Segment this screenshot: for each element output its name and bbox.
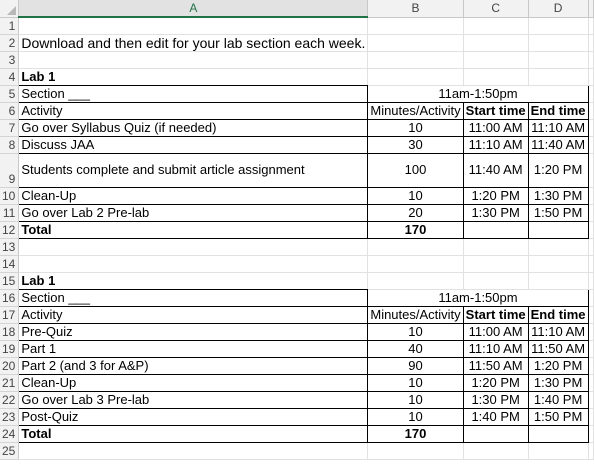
cell-b14[interactable] xyxy=(368,255,463,272)
row-header[interactable]: 18 xyxy=(0,323,19,340)
sheet-row xyxy=(0,289,593,306)
sheet-row xyxy=(0,17,593,34)
cell-d6[interactable]: End time xyxy=(528,102,588,119)
cell-a4[interactable]: Lab 1 xyxy=(19,68,368,85)
sheet-row xyxy=(0,323,593,340)
cell-e2[interactable] xyxy=(588,34,593,51)
row-header[interactable]: 12 xyxy=(0,221,19,238)
cell-d19[interactable]: 11:50 AM xyxy=(528,340,588,357)
sheet-row xyxy=(0,425,593,442)
cell-b19[interactable]: 40 xyxy=(368,340,463,357)
row-header[interactable]: 8 xyxy=(0,136,19,153)
cell-a8[interactable]: Discuss JAA xyxy=(19,136,368,153)
cell-c23[interactable]: 1:40 PM xyxy=(463,408,528,425)
cell-a12[interactable]: Total xyxy=(19,221,368,238)
cell-b7[interactable]: 10 xyxy=(368,119,463,136)
cell-e12[interactable] xyxy=(588,221,593,238)
cell-e17[interactable] xyxy=(588,306,593,323)
row-header[interactable]: 10 xyxy=(0,187,19,204)
cell-c9[interactable]: 11:40 AM xyxy=(463,153,528,187)
cell-e10[interactable] xyxy=(588,187,593,204)
cell-c24[interactable] xyxy=(463,425,528,442)
cell-b6[interactable]: Minutes/Activity xyxy=(368,102,463,119)
cell-d7[interactable]: 11:10 AM xyxy=(528,119,588,136)
cell-a2[interactable]: Download and then edit for your lab section each week. xyxy=(19,34,368,51)
cell-a15[interactable]: Lab 1 xyxy=(19,272,368,289)
sheet-row xyxy=(0,102,593,119)
sheet-row xyxy=(0,357,593,374)
cell-b24[interactable]: 170 xyxy=(368,425,463,442)
cell-a9[interactable]: Students complete and submit article assignment xyxy=(19,153,368,187)
cell-d3[interactable] xyxy=(528,51,588,68)
cell-c8[interactable]: 11:10 AM xyxy=(463,136,528,153)
cell-d17[interactable]: End time xyxy=(528,306,588,323)
cell-a20[interactable]: Part 2 (and 3 for A&P) xyxy=(19,357,368,374)
cell-c7[interactable]: 11:00 AM xyxy=(463,119,528,136)
cell-d14[interactable] xyxy=(528,255,588,272)
cell-a25[interactable] xyxy=(19,442,368,459)
sheet-row xyxy=(0,204,593,221)
select-all-triangle-icon xyxy=(7,6,16,15)
cell-a21[interactable]: Clean-Up xyxy=(19,374,368,391)
cell-a17[interactable]: Activity xyxy=(19,306,368,323)
row-header[interactable]: 22 xyxy=(0,391,19,408)
row-header[interactable]: 13 xyxy=(0,238,19,255)
sheet-row xyxy=(0,391,593,408)
sheet-row xyxy=(0,119,593,136)
row-header[interactable]: 17 xyxy=(0,306,19,323)
cell-d9[interactable]: 1:20 PM xyxy=(528,153,588,187)
cell-d20[interactable]: 1:20 PM xyxy=(528,357,588,374)
cell-c18[interactable]: 11:00 AM xyxy=(463,323,528,340)
select-all-corner[interactable] xyxy=(0,0,19,17)
cell-b10[interactable]: 10 xyxy=(368,187,463,204)
cell-e5[interactable] xyxy=(588,85,593,102)
cell-c20[interactable]: 11:50 AM xyxy=(463,357,528,374)
row-header[interactable]: 14 xyxy=(0,255,19,272)
cell-c11[interactable]: 1:30 PM xyxy=(463,204,528,221)
cell-e16[interactable] xyxy=(588,289,593,306)
cell-c2[interactable] xyxy=(463,34,528,51)
cell-d12[interactable] xyxy=(528,221,588,238)
cell-b4[interactable] xyxy=(368,68,463,85)
row-header[interactable]: 7 xyxy=(0,119,19,136)
cell-e19[interactable] xyxy=(588,340,593,357)
cell-a6[interactable]: Activity xyxy=(19,102,368,119)
sheet-row xyxy=(0,272,593,289)
cell-c4[interactable] xyxy=(463,68,528,85)
cell-d15[interactable] xyxy=(528,272,588,289)
cell-e21[interactable] xyxy=(588,374,593,391)
cell-d1[interactable] xyxy=(528,17,588,34)
cell-c3[interactable] xyxy=(463,51,528,68)
cell-a16[interactable]: Section ___ xyxy=(19,289,368,306)
row-header[interactable]: 20 xyxy=(0,357,19,374)
row-header[interactable]: 5 xyxy=(0,85,19,102)
sheet-row xyxy=(0,51,593,68)
row-header[interactable]: 16 xyxy=(0,289,19,306)
cell-b25[interactable] xyxy=(368,442,463,459)
row-header[interactable]: 4 xyxy=(0,68,19,85)
sheet-row xyxy=(0,34,593,51)
row-header[interactable]: 23 xyxy=(0,408,19,425)
row-header[interactable]: 24 xyxy=(0,425,19,442)
cell-d24[interactable] xyxy=(528,425,588,442)
cell-c25[interactable] xyxy=(463,442,528,459)
cell-b17[interactable]: Minutes/Activity xyxy=(368,306,463,323)
cell-b13[interactable] xyxy=(368,238,463,255)
row-header[interactable]: 9 xyxy=(0,153,19,187)
sheet-row xyxy=(0,68,593,85)
cell-b1[interactable] xyxy=(368,17,463,34)
cell-e22[interactable] xyxy=(588,391,593,408)
cell-c6[interactable]: Start time xyxy=(463,102,528,119)
column-header-b[interactable]: B xyxy=(368,0,463,17)
cell-d18[interactable]: 11:10 AM xyxy=(528,323,588,340)
sheet-row xyxy=(0,238,593,255)
sheet-row xyxy=(0,153,593,187)
cell-e25[interactable] xyxy=(588,442,593,459)
cell-e23[interactable] xyxy=(588,408,593,425)
cell-d4[interactable] xyxy=(528,68,588,85)
cell-e15[interactable] xyxy=(588,272,593,289)
row-header[interactable]: 11 xyxy=(0,204,19,221)
cell-e14[interactable] xyxy=(588,255,593,272)
cell-a19[interactable]: Part 1 xyxy=(19,340,368,357)
cell-e7[interactable] xyxy=(588,119,593,136)
cell-a3[interactable] xyxy=(19,51,368,68)
cell-b21[interactable]: 10 xyxy=(368,374,463,391)
cell-a24[interactable]: Total xyxy=(19,425,368,442)
cell-b20[interactable]: 90 xyxy=(368,357,463,374)
cell-d21[interactable]: 1:30 PM xyxy=(528,374,588,391)
column-header-d[interactable]: D xyxy=(528,0,588,17)
cell-a22[interactable]: Go over Lab 3 Pre-lab xyxy=(19,391,368,408)
cell-d8[interactable]: 11:40 AM xyxy=(528,136,588,153)
cell-e11[interactable] xyxy=(588,204,593,221)
cell-c19[interactable]: 11:10 AM xyxy=(463,340,528,357)
cell-c15[interactable] xyxy=(463,272,528,289)
cell-b11[interactable]: 20 xyxy=(368,204,463,221)
cell-a23[interactable]: Post-Quiz xyxy=(19,408,368,425)
sheet-row xyxy=(0,85,593,102)
row-header[interactable]: 15 xyxy=(0,272,19,289)
cell-b12[interactable]: 170 xyxy=(368,221,463,238)
column-header-e[interactable] xyxy=(588,0,593,17)
sheet-row xyxy=(0,442,593,459)
sheet-row xyxy=(0,221,593,238)
cell-c1[interactable] xyxy=(463,17,528,34)
sheet-row xyxy=(0,408,593,425)
cell-b9[interactable]: 100 xyxy=(368,153,463,187)
cell-e24[interactable] xyxy=(588,425,593,442)
cell-b3[interactable] xyxy=(368,51,463,68)
row-header[interactable]: 6 xyxy=(0,102,19,119)
cell-c22[interactable]: 1:30 PM xyxy=(463,391,528,408)
cell-a5[interactable]: Section ___ xyxy=(19,85,368,102)
column-header-c[interactable]: C xyxy=(463,0,528,17)
cell-d13[interactable] xyxy=(528,238,588,255)
cell-c10[interactable]: 1:20 PM xyxy=(463,187,528,204)
row-header[interactable]: 25 xyxy=(0,442,19,459)
sheet-row xyxy=(0,136,593,153)
cell-b5-merged[interactable]: 11am-1:50pm xyxy=(368,85,588,102)
sheet-row xyxy=(0,340,593,357)
sheet-row xyxy=(0,306,593,323)
column-header-a[interactable]: A xyxy=(19,0,368,17)
cell-a14[interactable] xyxy=(19,255,368,272)
cell-b22[interactable]: 10 xyxy=(368,391,463,408)
row-header[interactable]: 3 xyxy=(0,51,19,68)
column-header-row xyxy=(0,0,593,17)
cell-b15[interactable] xyxy=(368,272,463,289)
cell-c21[interactable]: 1:20 PM xyxy=(463,374,528,391)
cell-e8[interactable] xyxy=(588,136,593,153)
cell-d25[interactable] xyxy=(528,442,588,459)
cell-b23[interactable]: 10 xyxy=(368,408,463,425)
cell-b2[interactable] xyxy=(368,34,463,51)
cell-b18[interactable]: 10 xyxy=(368,323,463,340)
cell-c13[interactable] xyxy=(463,238,528,255)
cell-c12[interactable] xyxy=(463,221,528,238)
cell-e1[interactable] xyxy=(588,17,593,34)
cell-d2[interactable] xyxy=(528,34,588,51)
cell-a7[interactable]: Go over Syllabus Quiz (if needed) xyxy=(19,119,368,136)
row-header[interactable]: 21 xyxy=(0,374,19,391)
cell-a18[interactable]: Pre-Quiz xyxy=(19,323,368,340)
cell-a1[interactable] xyxy=(19,17,368,34)
cell-e20[interactable] xyxy=(588,357,593,374)
sheet-row xyxy=(0,255,593,272)
cell-e9[interactable] xyxy=(588,153,593,187)
cell-c14[interactable] xyxy=(463,255,528,272)
cell-b8[interactable]: 30 xyxy=(368,136,463,153)
cell-e18[interactable] xyxy=(588,323,593,340)
cell-b16-merged[interactable]: 11am-1:50pm xyxy=(368,289,588,306)
cell-c17[interactable]: Start time xyxy=(463,306,528,323)
cell-d11[interactable]: 1:50 PM xyxy=(528,204,588,221)
cell-d10[interactable]: 1:30 PM xyxy=(528,187,588,204)
cell-e13[interactable] xyxy=(588,238,593,255)
row-header[interactable]: 2 xyxy=(0,34,19,51)
sheet-row xyxy=(0,374,593,391)
row-header[interactable]: 1 xyxy=(0,17,19,34)
cell-a11[interactable]: Go over Lab 2 Pre-lab xyxy=(19,204,368,221)
cell-d23[interactable]: 1:50 PM xyxy=(528,408,588,425)
cell-d22[interactable]: 1:40 PM xyxy=(528,391,588,408)
sheet-row xyxy=(0,187,593,204)
cell-e6[interactable] xyxy=(588,102,593,119)
cell-a10[interactable]: Clean-Up xyxy=(19,187,368,204)
cell-a13[interactable] xyxy=(19,238,368,255)
cell-e3[interactable] xyxy=(588,51,593,68)
row-header[interactable]: 19 xyxy=(0,340,19,357)
cell-e4[interactable] xyxy=(588,68,593,85)
